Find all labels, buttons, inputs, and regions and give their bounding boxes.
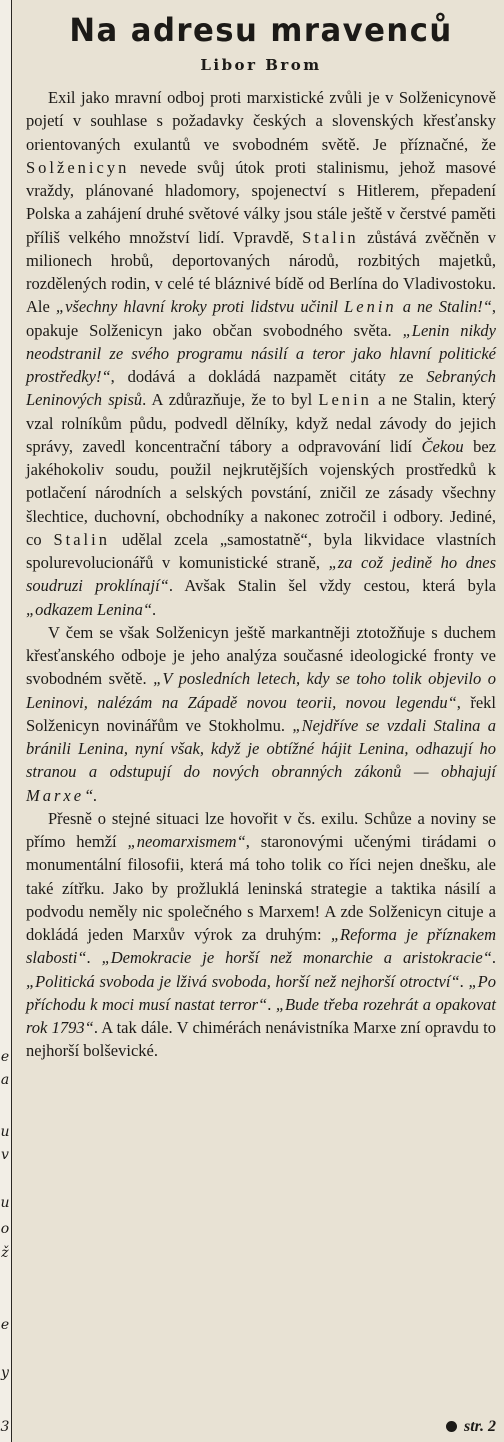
text-run: Stalin — [53, 529, 110, 549]
edge-fragment: y — [1, 1365, 9, 1381]
text-run: „Nejdříve se vzdali Stalina a bránili Lenina, nyní však, když je obtížné hájit Lenina, odhazují ho stranou a odstupují do nových obranných zákonů — obhajují — [26, 715, 496, 782]
paragraph — [26, 86, 496, 621]
text-run: udělal zcela „samostatně“, byla likvidace vlastních spolurevolucionářů v komunistické straně, — [26, 529, 497, 572]
text-run: „Demokracie je horší než monarchie a aristokracie“ — [101, 948, 492, 968]
text-run: . — [491, 948, 496, 968]
text-run: „za což jedině ho dnes soudruzi proklínají“ — [26, 553, 496, 596]
edge-fragment: u — [0, 1195, 10, 1211]
text-run: . Avšak Stalin šel vždy cestou, která byla — [168, 576, 496, 596]
text-run: Solženicyn — [26, 157, 130, 177]
text-run: bez jakéhokoliv soudu, použil nejkrutějších vojenských prostředků k potlačení národních a selských povstání, zničil ze zásady všechny šlechtice, duchovní, obchodníky a nakonec zotročil i odbory. Jediné, co — [26, 436, 496, 549]
edge-fragment: o — [0, 1221, 10, 1237]
text-run: Čekou — [421, 436, 464, 456]
article-title: Na adresu mravenců — [69, 11, 453, 49]
edge-fragment: 3 — [0, 1419, 10, 1435]
text-run: Sebraných Leninových spisů — [26, 367, 496, 410]
text-run: . — [152, 599, 157, 619]
bullet-icon — [446, 1421, 457, 1432]
text-run: Lenin — [344, 297, 397, 317]
text-run: „odkazem Lenina“ — [26, 599, 153, 619]
text-run: zůstává zvěčněn v milionech hrobů, deportovaných národů, rozbitých majetků, rozdělených rodin, v celé té bláznivé bídě od Berlína do Vladivostoku. Ale — [26, 227, 496, 317]
edge-fragment: e — [0, 1317, 10, 1333]
edge-fragment: a — [0, 1072, 10, 1088]
text-run: „Po příchodu k moci musí nastat terror“ — [26, 971, 496, 1014]
text-run: „neomarxismem“ — [127, 832, 246, 851]
text-run: „všechny hlavní kroky proti lidstvu učinil — [55, 297, 345, 317]
article-author: Libor Brom — [200, 56, 322, 74]
text-run: „Bude třeba rozehrát a opakovat rok 1793“ — [26, 994, 496, 1037]
text-run: . — [267, 994, 276, 1014]
text-run: . — [86, 948, 102, 968]
edge-fragment: v — [1, 1147, 9, 1163]
text-run: , staronovými učenými tirádami o monumentální filosofii, která má toho tolik co říci nejen dnešku, ale také zítřku. Jako by prožluklá leninská strategie a taktika násilí a podvodu neměly nic společného s Marxem! A zde Solženicyn cituje a dokládá jeden Marxův výrok za druhým: — [26, 832, 496, 944]
page-reference: str. 2 — [463, 1418, 496, 1435]
text-run: Stalin — [302, 227, 359, 247]
edge-fragment: u — [0, 1124, 10, 1140]
text-run: V čem se však Solženicyn ještě markantněji ztotožňuje s duchem křesťanského odboje je jeho analýza současné ideologické fronty ve svobodném světě. — [26, 622, 496, 689]
text-run: . A zdůrazňuje, že to byl — [142, 390, 319, 410]
text-run: Exil jako mravní odboj proti marxistické zvůli je v Solženicynově pojetí v souhlase s požadavky českých a slovenských křesťansky orientovaných exulantů ve svobodném světě. Je příznačné, že — [26, 88, 496, 154]
text-run: , opakuje Solženicyn jako občan svobodného světa. — [26, 297, 496, 340]
text-run: “. — [84, 785, 98, 805]
edge-fragment: ž — [1, 1245, 9, 1261]
text-run: . — [459, 971, 469, 991]
text-run: , řekl Solženicyn novinářům ve Stokholmu. — [26, 692, 497, 735]
text-run: . A tak dále. V chimérách nenávistníka Marxe zní opravdu to nejhorší bolševické. — [26, 1018, 496, 1061]
article — [26, 10, 496, 1063]
adjacent-column-edge — [0, 0, 12, 1442]
text-run: Přesně o stejné situaci lze hovořit v čs. exilu. Schůze a noviny se přímo hemží — [26, 808, 496, 851]
text-run: a ne Stalin!“ — [396, 297, 492, 317]
continued-marker — [446, 1418, 496, 1436]
text-run: „Lenin nikdy neodstranil ze svého programu násilí a teror jako hlavní politické prostředky!“ — [26, 320, 496, 386]
text-run: Lenin — [318, 390, 372, 410]
text-run: nevede svůj útok proti stalinismu, jehož masové vraždy, plánované hladomory, spojenectví s Hitlerem, přepadení Polska a zahájení druhé světové války jsou stále ještě v čerstvé paměti příliš velkého množství lidí. Vpravdě, — [26, 157, 496, 247]
text-run: , dodává a dokládá nazpamět citáty ze — [110, 367, 427, 386]
article-body — [26, 86, 496, 1063]
paragraph — [26, 621, 496, 807]
text-run: „V posledních letech, kdy se toho tolik objevilo o Leninovi, nalézám na Západě novou teorii, novou legendu“ — [26, 669, 496, 712]
text-run: „Reforma je příznakem slabosti“ — [26, 925, 496, 968]
text-run: „Politická svoboda je lživá svoboda, horší než nejhorší otroctví“ — [26, 971, 460, 991]
edge-fragment: e — [0, 1049, 10, 1065]
paragraph — [26, 807, 496, 1063]
text-run: Marxe — [26, 785, 85, 805]
text-run: a ne Stalin, který vzal rolníkům půdu, podvedl dělníky, když nedal závody do jejich správy, zavedl koncentrační tábory a odpravování lidí — [26, 390, 496, 456]
